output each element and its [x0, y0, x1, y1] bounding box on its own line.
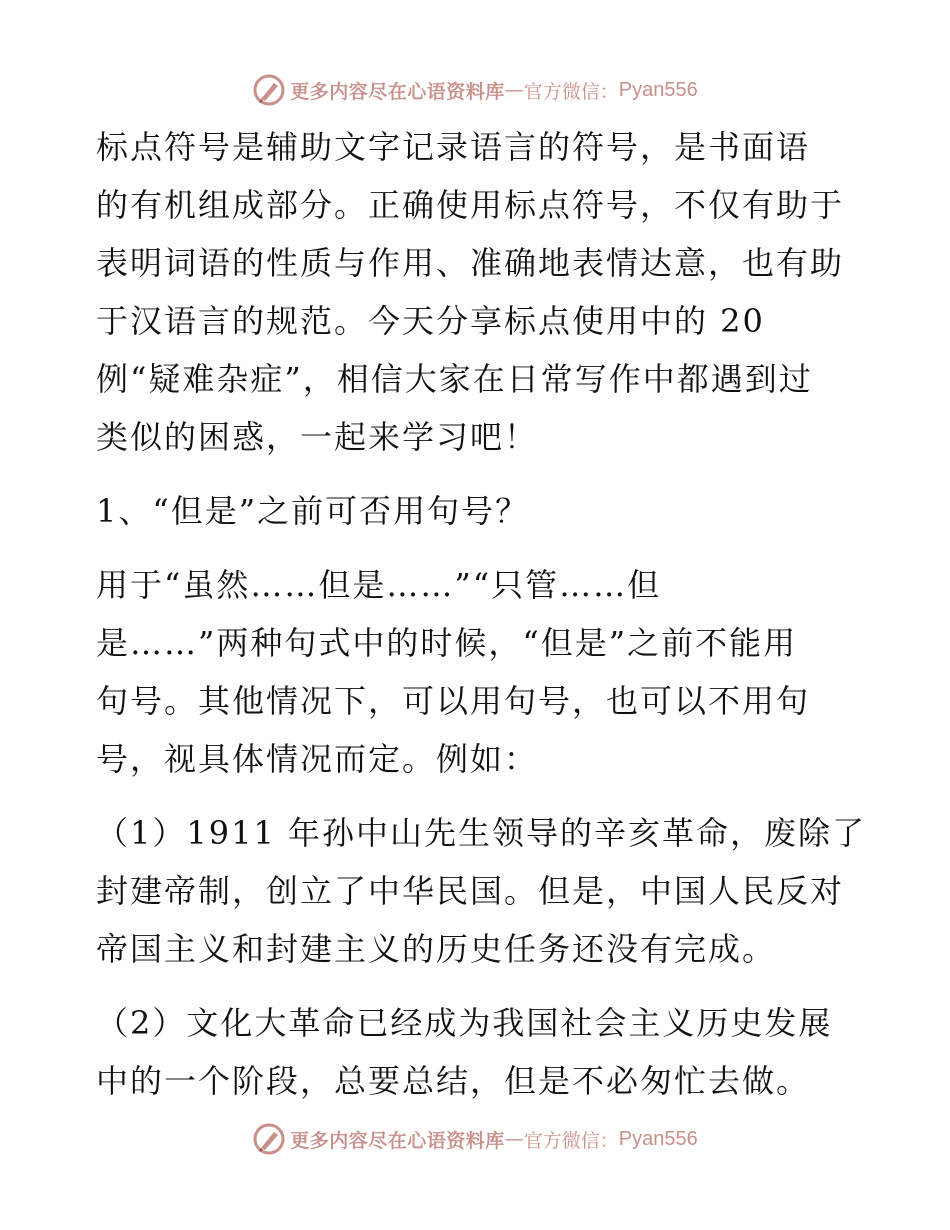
text-line: 帝国主义和封建主义的历史任务还没有完成。	[96, 930, 777, 968]
explanation-paragraph	[96, 556, 856, 788]
text-line: 封建帝制，创立了中华民国。但是，中国人民反对	[96, 872, 845, 910]
example-1-paragraph	[96, 804, 866, 978]
watermark-wechat-id: Pyan556	[618, 1127, 698, 1150]
text-line: 于汉语言的规范。今天分享标点使用中的 20	[96, 302, 765, 340]
text-line: 1、“但是”之前可否用句号？	[96, 492, 530, 530]
text-line: （2）文化大革命已经成为我国社会主义历史发展	[96, 1004, 833, 1042]
watermark-official-text: 官方微信：	[523, 1129, 619, 1152]
text-line: 句号。其他情况下，可以用句号，也可以不用句	[96, 682, 811, 720]
watermark-brand-text: 更多内容尽在心语资料库	[290, 1129, 505, 1152]
pen-logo-icon	[252, 73, 286, 107]
footer-watermark	[0, 1119, 950, 1159]
section-heading	[96, 482, 856, 540]
watermark-separator: —	[504, 79, 524, 101]
text-line: 的有机组成部分。正确使用标点符号，不仅有助于	[96, 186, 845, 224]
example-2-paragraph	[96, 994, 856, 1110]
intro-paragraph	[96, 118, 856, 466]
watermark-official-text: 官方微信：	[523, 80, 619, 103]
text-line: 类似的困惑，一起来学习吧！	[96, 418, 539, 456]
header-watermark	[0, 70, 950, 110]
text-line: 中的一个阶段，总要总结，但是不必匆忙去做。	[96, 1062, 811, 1100]
text-line: 表明词语的性质与作用、准确地表情达意，也有助	[96, 244, 845, 282]
text-line: 例“疑难杂症”，相信大家在日常写作中都遇到过	[96, 360, 813, 398]
text-line: 号，视具体情况而定。例如：	[96, 740, 539, 778]
text-line: 是……”两种句式中的时候，“但是”之前不能用	[96, 624, 798, 662]
article-body	[96, 118, 866, 1110]
watermark-brand-text: 更多内容尽在心语资料库	[290, 80, 505, 103]
text-line: （1）1911 年孙中山先生领导的辛亥革命，废除了	[96, 814, 866, 852]
watermark-wechat-id: Pyan556	[618, 78, 698, 101]
pen-logo-icon	[252, 1122, 286, 1156]
text-line: 用于“虽然……但是……”“只管……但	[96, 566, 662, 604]
watermark-separator: —	[504, 1128, 524, 1150]
text-line: 标点符号是辅助文字记录语言的符号，是书面语	[96, 128, 811, 166]
